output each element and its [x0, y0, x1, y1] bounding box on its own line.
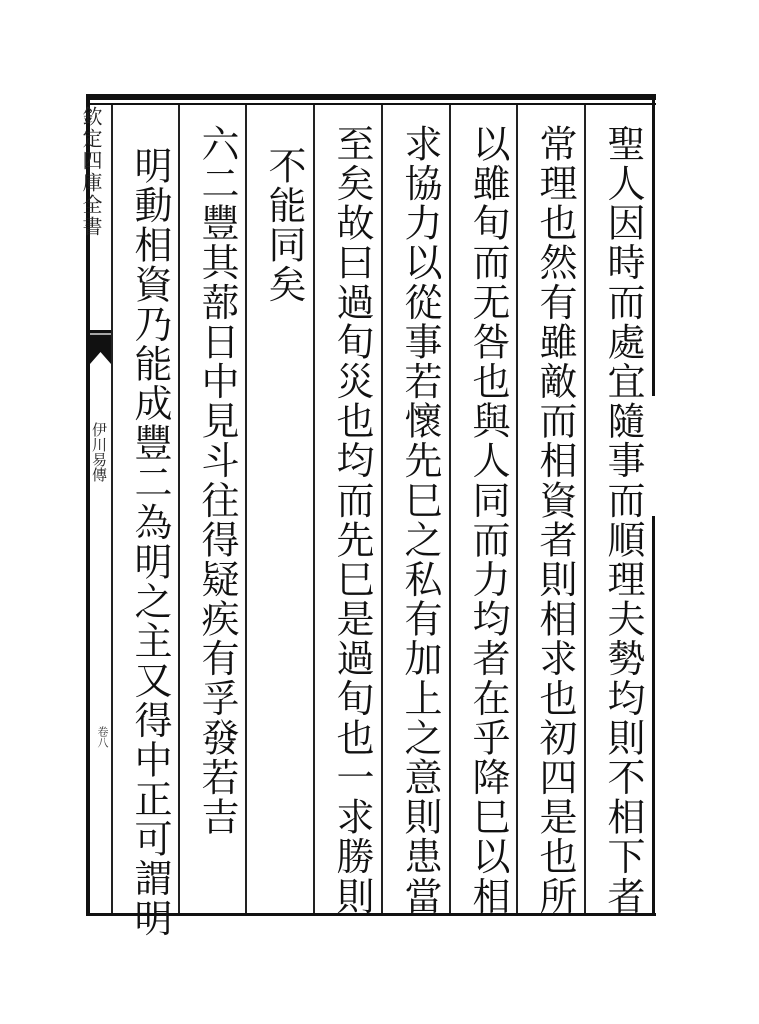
text-column-1: 聖人因時而處宜隨事而順理夫勢均則不相下者: [601, 124, 645, 916]
column-divider: [584, 105, 586, 913]
frame-top-inner-border: [86, 103, 656, 105]
column-divider: [381, 105, 383, 913]
text-column-3: 以雖旬而无咎也與人同而力均者在乎降巳以相: [466, 124, 510, 916]
column-divider: [449, 105, 451, 913]
paper-tear: [648, 396, 660, 516]
fish-tail-mark-icon: [90, 330, 111, 364]
text-column-4: 求協力以從事若懷先巳之私有加上之意則患當: [398, 124, 442, 916]
frame-top-border: [86, 94, 656, 100]
column-divider: [245, 105, 247, 913]
book-title: 伊川易傳: [90, 422, 108, 482]
text-column-2: 常理也然有雖敵而相資者則相求也初四是也所: [533, 124, 577, 916]
text-column-8: 明動相資乃能成豐二為明之主又得中正可謂明: [128, 146, 172, 938]
text-column-5: 至矣故曰過旬災也均而先巳是過旬也一求勝則: [330, 124, 374, 916]
collection-title: 欽定四庫全書: [79, 106, 103, 238]
text-column-6: 不能同矣: [262, 146, 306, 305]
margin-column-divider: [111, 105, 113, 913]
text-column-7: 六二豐其蔀日中見斗往得疑疾有孚發若吉: [195, 124, 239, 837]
column-divider: [178, 105, 180, 913]
column-divider: [516, 105, 518, 913]
column-divider: [313, 105, 315, 913]
folio-number: 卷八: [96, 726, 109, 748]
